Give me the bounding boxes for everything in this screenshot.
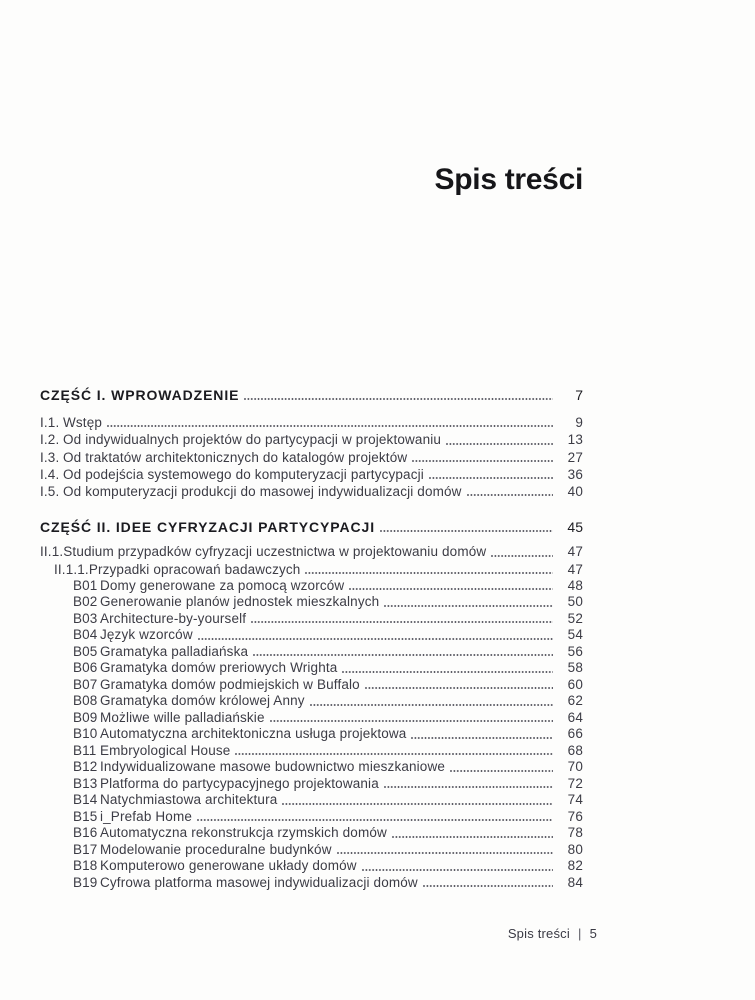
footer-section-label: Spis treści xyxy=(507,926,570,941)
toc-entry-page: 78 xyxy=(567,825,583,841)
toc-entry-page: 72 xyxy=(567,775,583,791)
toc-entry-number: B16 xyxy=(73,825,98,841)
toc-entry-number: B17 xyxy=(73,841,98,857)
toc-row xyxy=(40,875,583,892)
toc-entry-page: 82 xyxy=(567,858,583,874)
toc-entry-title: i_Prefab Home xyxy=(100,808,192,824)
dotted-leader xyxy=(446,442,553,446)
toc-entry-title: Gramatyka domów preriowych Wrighta xyxy=(100,660,338,676)
toc-entry-number: B08 xyxy=(73,693,98,709)
dotted-leader xyxy=(253,653,553,657)
toc-entry-title: Przypadki opracowań badawczych xyxy=(88,561,301,577)
toc-entry-page: 70 xyxy=(567,759,583,775)
dotted-leader xyxy=(282,802,553,806)
dotted-leader xyxy=(384,604,553,608)
toc-entry-page: 74 xyxy=(567,792,583,808)
dotted-leader xyxy=(235,752,553,756)
toc-entry-page: 47 xyxy=(567,561,583,577)
dotted-leader xyxy=(491,554,553,558)
dotted-leader xyxy=(429,476,553,480)
toc-row xyxy=(40,693,583,710)
dotted-leader xyxy=(244,397,553,401)
toc-row xyxy=(40,660,583,677)
toc-row xyxy=(40,759,583,776)
toc-row xyxy=(40,594,583,611)
toc-entry-number: I.4. xyxy=(40,466,60,482)
dotted-leader xyxy=(197,818,553,822)
toc-entry-number: B07 xyxy=(73,676,98,692)
toc-entry-title: Język wzorców xyxy=(100,627,193,643)
toc-entry-number: I.3. xyxy=(40,449,60,465)
toc-entry-page: 36 xyxy=(567,466,583,482)
toc-entry-number: B02 xyxy=(73,594,98,610)
toc-entry-title: Gramatyka palladiańska xyxy=(100,643,249,659)
toc-entry-page: 45 xyxy=(567,519,583,536)
page-title: Spis treści xyxy=(434,163,583,197)
toc-entry-title: Automatyczna rekonstrukcja rzymskich domów xyxy=(100,825,387,841)
toc-entry-page: 80 xyxy=(567,841,583,857)
dotted-leader xyxy=(380,529,553,533)
toc-entry-page: 68 xyxy=(567,742,583,758)
toc-entry-title: Gramatyka domów królowej Anny xyxy=(100,693,305,709)
toc-entry-number: B18 xyxy=(73,858,98,874)
toc-entry-title: Od indywidualnych projektów do partycypacji w projektowaniu xyxy=(63,432,442,448)
toc-entry-title: Możliwe wille palladiańskie xyxy=(100,709,265,725)
toc-row xyxy=(40,578,583,595)
toc-entry-title: Od traktatów architektonicznych do katalogów projektów xyxy=(63,449,408,465)
toc-entry-page: 52 xyxy=(567,610,583,626)
toc-row xyxy=(40,644,583,661)
toc-entry-page: 66 xyxy=(567,726,583,742)
toc-row xyxy=(40,431,583,448)
toc-entry-title: Od podejścia systemowego do komputeryzacji partycypacji xyxy=(63,466,424,482)
toc-entry-title: CZĘŚĆ I. WPROWADZENIE xyxy=(40,387,240,403)
dotted-leader xyxy=(423,884,553,888)
toc-entry-title: CZĘŚĆ II. IDEE CYFRYZACJI PARTYCYPACJI xyxy=(40,519,375,536)
dotted-leader xyxy=(270,719,553,723)
toc-entry-page: 13 xyxy=(567,432,583,448)
toc-row xyxy=(40,710,583,727)
toc-entry-number: B03 xyxy=(73,610,98,626)
dotted-leader xyxy=(198,637,553,641)
toc-row xyxy=(40,677,583,694)
toc-row xyxy=(40,825,583,842)
toc-row xyxy=(40,518,583,536)
toc-entry-page: 62 xyxy=(567,693,583,709)
toc-entry-page: 50 xyxy=(567,594,583,610)
toc-entry-number: B04 xyxy=(73,627,98,643)
toc-entry-number: I.1. xyxy=(40,415,60,430)
dotted-leader xyxy=(450,769,553,773)
toc-entry-title: Od komputeryzacji produkcji do masowej indywidualizacji domów xyxy=(63,484,462,500)
toc-row xyxy=(40,842,583,859)
toc-entry-page: 48 xyxy=(567,577,583,593)
toc-entry-page: 76 xyxy=(567,808,583,824)
toc-entry-number: II.1. xyxy=(40,544,64,560)
dotted-leader xyxy=(310,703,553,707)
toc-entry-page: 56 xyxy=(567,643,583,659)
toc-entry-title: Natychmiastowa architektura xyxy=(100,792,278,808)
dotted-leader xyxy=(107,424,553,428)
toc-row xyxy=(40,543,583,560)
toc-entry-title: Embryological House xyxy=(100,742,231,758)
toc-entry-page: 27 xyxy=(567,449,583,465)
toc-entry-title: Generowanie planów jednostek mieszkalnych xyxy=(100,594,380,610)
footer-page-number: 5 xyxy=(589,926,597,941)
dotted-leader xyxy=(384,785,553,789)
toc-entry-number: B11 xyxy=(73,742,97,758)
toc-row xyxy=(40,858,583,875)
toc-entry-title: Modelowanie proceduralne budynków xyxy=(100,841,332,857)
dotted-leader xyxy=(251,620,553,624)
dotted-leader xyxy=(411,736,553,740)
toc-entry-number: B05 xyxy=(73,643,98,659)
toc-entry-number: I.5. xyxy=(40,484,60,500)
toc-row xyxy=(40,386,583,404)
toc-entry-number: B13 xyxy=(73,775,98,791)
dotted-leader xyxy=(337,851,553,855)
dotted-leader xyxy=(305,571,553,575)
toc-entry-page: 47 xyxy=(567,544,583,560)
toc-row xyxy=(40,611,583,628)
toc-entry-title: Platforma do partycypacyjnego projektowania xyxy=(100,775,379,791)
page-footer xyxy=(508,926,597,941)
toc-entry-page: 9 xyxy=(575,415,583,430)
footer-separator: | xyxy=(577,926,582,941)
toc-entry-title: Architecture-by-yourself xyxy=(100,610,247,626)
toc-entry-title: Studium przypadków cyfryzacji uczestnictwa w projektowaniu domów xyxy=(63,544,487,560)
toc-entry-number: I.2. xyxy=(40,432,60,448)
toc-entry-page: 60 xyxy=(567,676,583,692)
toc-entry-page: 64 xyxy=(567,709,583,725)
toc-row xyxy=(40,776,583,793)
toc-row xyxy=(40,483,583,500)
dotted-leader xyxy=(467,493,553,497)
toc-row xyxy=(40,449,583,466)
toc-entry-number: B10 xyxy=(73,726,98,742)
dotted-leader xyxy=(349,587,553,591)
toc-entry-number: B14 xyxy=(73,792,98,808)
toc-entry-title: Domy generowane za pomocą wzorców xyxy=(100,577,345,593)
toc-entry-page: 40 xyxy=(567,484,583,500)
toc-row xyxy=(40,809,583,826)
toc-entry-number: B09 xyxy=(73,709,98,725)
dotted-leader xyxy=(392,835,553,839)
dotted-leader xyxy=(412,459,553,463)
toc-row xyxy=(40,561,583,578)
toc-row xyxy=(40,792,583,809)
toc-entry-page: 54 xyxy=(567,627,583,643)
dotted-leader xyxy=(362,868,553,872)
toc-entry-page: 84 xyxy=(567,874,583,890)
dotted-leader xyxy=(365,686,553,690)
toc-row xyxy=(40,627,583,644)
toc-row xyxy=(40,414,583,431)
toc-row xyxy=(40,743,583,760)
toc-entry-title: Automatyczna architektoniczna usługa projektowa xyxy=(100,726,407,742)
toc-entry-title: Indywidualizowane masowe budownictwo mieszkaniowe xyxy=(100,759,446,775)
toc-entry-number: B01 xyxy=(73,577,98,593)
toc-row xyxy=(40,466,583,483)
toc-list xyxy=(40,386,583,891)
toc-entry-number: B06 xyxy=(73,660,98,676)
toc-entry-number: B15 xyxy=(73,808,98,824)
toc-entry-title: Cyfrowa platforma masowej indywidualizacji domów xyxy=(100,874,418,890)
toc-row xyxy=(40,726,583,743)
toc-entry-title: Gramatyka domów podmiejskich w Buffalo xyxy=(100,676,360,692)
toc-entry-title: Komputerowo generowane układy domów xyxy=(100,858,357,874)
toc-entry-page: 58 xyxy=(567,660,583,676)
toc-entry-page: 7 xyxy=(575,387,583,403)
dotted-leader xyxy=(342,670,553,674)
toc-entry-number: B12 xyxy=(73,759,98,775)
toc-entry-title: Wstęp xyxy=(63,415,103,430)
toc-entry-number: B19 xyxy=(73,874,98,890)
toc-entry-number: II.1.1. xyxy=(54,561,89,577)
